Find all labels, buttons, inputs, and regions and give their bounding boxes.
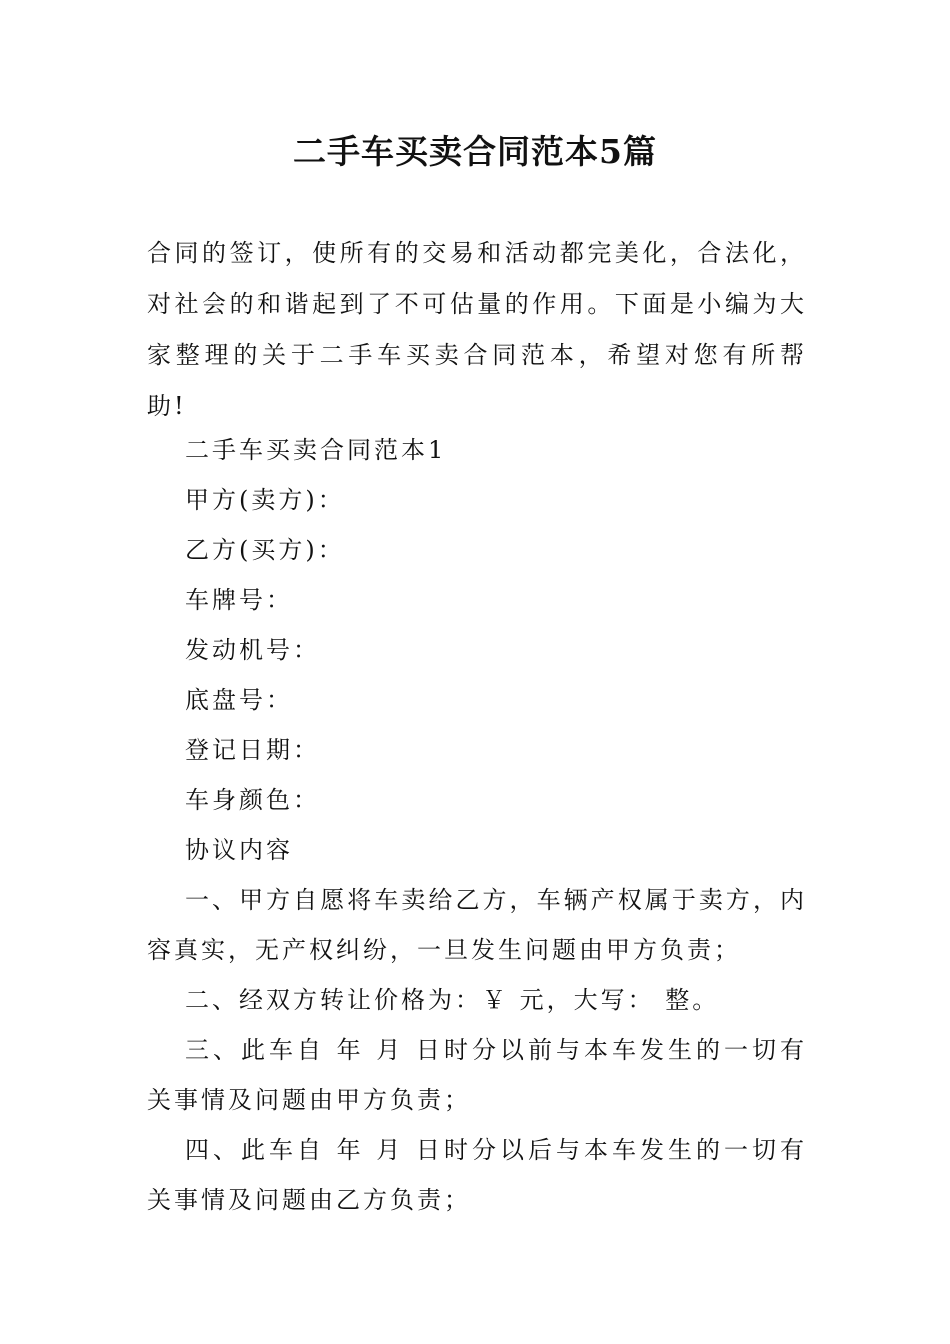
field-body-color: 车身颜色： bbox=[185, 786, 320, 814]
clause-4: 四、此车自 年 月 日时分以后与本车发生的一切有关事情及问题由乙方负责； bbox=[147, 1136, 807, 1214]
field-seller: 甲方(卖方)： bbox=[185, 486, 345, 514]
intro-paragraph: 合同的签订，使所有的交易和活动都完美化，合法化，对社会的和谐起到了不可估量的作用。下面是小编为大家整理的关于二手车买卖合同范本，希望对您有所帮助! bbox=[147, 239, 807, 420]
document-title: 二手车买卖合同范本5篇 bbox=[293, 132, 657, 171]
field-buyer: 乙方(买方)： bbox=[185, 536, 345, 564]
field-chassis: 底盘号： bbox=[185, 686, 293, 714]
clause-1: 一、甲方自愿将车卖给乙方，车辆产权属于卖方，内容真实，无产权纠纷，一旦发生问题由甲方负责； bbox=[147, 886, 807, 964]
field-engine: 发动机号： bbox=[185, 636, 320, 664]
contract-body bbox=[147, 425, 807, 1225]
agreement-heading: 协议内容 bbox=[185, 836, 293, 864]
field-plate: 车牌号： bbox=[185, 586, 293, 614]
field-registration-date: 登记日期： bbox=[185, 736, 320, 764]
section-heading: 二手车买卖合同范本1 bbox=[185, 436, 447, 464]
clause-2: 二、经双方转让价格为：￥ 元，大写： 整。 bbox=[185, 986, 720, 1014]
clause-3: 三、此车自 年 月 日时分以前与本车发生的一切有关事情及问题由甲方负责； bbox=[147, 1036, 807, 1114]
